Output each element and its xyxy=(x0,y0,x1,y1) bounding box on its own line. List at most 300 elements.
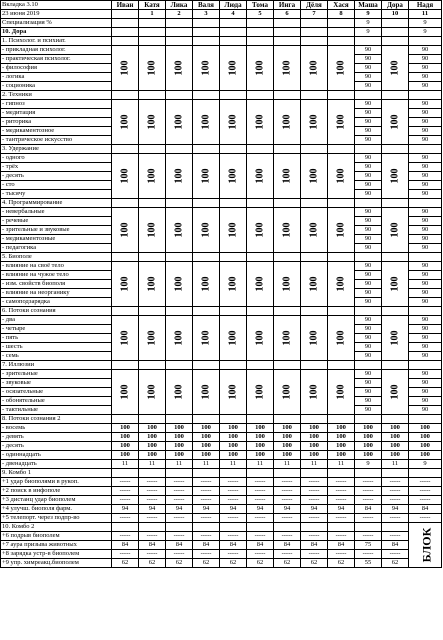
empty-cell xyxy=(409,307,442,316)
value-cell: ----- xyxy=(193,496,220,505)
value-100-cell xyxy=(301,208,328,253)
value-100: 100 xyxy=(254,60,265,76)
value-cell: 11 xyxy=(247,460,274,469)
section-title-row xyxy=(1,469,442,478)
skill-label: - гипноз xyxy=(1,100,112,109)
value-cell: ----- xyxy=(355,478,382,487)
skill-label: - обонятельные xyxy=(1,397,112,406)
value-cell: 62 xyxy=(247,559,274,568)
value-100-cell xyxy=(139,154,166,199)
empty-cell xyxy=(220,253,247,262)
value-cell: 90 xyxy=(355,46,382,55)
value-cell: 90 xyxy=(409,235,442,244)
value-cell: ----- xyxy=(382,550,409,559)
value-cell: 90 xyxy=(355,73,382,82)
value-cell: ----- xyxy=(301,496,328,505)
column-number: 7 xyxy=(301,10,328,19)
dora-cell xyxy=(328,28,355,37)
value-100-cell xyxy=(382,46,409,91)
value-100-cell xyxy=(166,208,193,253)
skill-row xyxy=(1,460,442,469)
value-100: 100 xyxy=(281,276,292,292)
value-100: 100 xyxy=(146,330,157,346)
empty-cell xyxy=(382,253,409,262)
value-cell: 90 xyxy=(409,316,442,325)
empty-cell xyxy=(274,253,301,262)
value-cell: ----- xyxy=(274,496,301,505)
column-number: 5 xyxy=(247,10,274,19)
value-cell: 94 xyxy=(220,505,247,514)
value-100-cell xyxy=(328,100,355,145)
empty-cell xyxy=(355,523,382,532)
value-cell: 100 xyxy=(409,433,442,442)
value-100: 100 xyxy=(281,114,292,130)
section-title: 7. Иллюзии xyxy=(1,361,112,370)
value-100: 100 xyxy=(200,114,211,130)
skill-label: - трёх xyxy=(1,163,112,172)
empty-cell xyxy=(193,307,220,316)
value-cell: 100 xyxy=(409,451,442,460)
skill-row xyxy=(1,442,442,451)
value-cell: 90 xyxy=(409,289,442,298)
combo-row xyxy=(1,532,442,541)
value-cell: 90 xyxy=(355,100,382,109)
skill-label: - одиннадцать xyxy=(1,451,112,460)
value-100-cell xyxy=(301,46,328,91)
value-100-cell xyxy=(247,370,274,415)
empty-cell xyxy=(220,37,247,46)
empty-cell xyxy=(328,469,355,478)
column-name: Хася xyxy=(328,1,355,10)
value-100-cell xyxy=(274,46,301,91)
value-cell: ----- xyxy=(112,532,139,541)
empty-cell xyxy=(166,145,193,154)
value-100-cell xyxy=(193,370,220,415)
empty-cell xyxy=(301,415,328,424)
value-100-cell xyxy=(382,154,409,199)
value-cell: ----- xyxy=(274,550,301,559)
empty-cell xyxy=(301,307,328,316)
value-100-cell xyxy=(301,316,328,361)
value-100: 100 xyxy=(389,276,400,292)
value-cell: 100 xyxy=(301,442,328,451)
value-cell: 75 xyxy=(355,541,382,550)
value-100-cell xyxy=(112,100,139,145)
value-100-cell xyxy=(382,208,409,253)
value-cell: 90 xyxy=(355,127,382,136)
value-100-cell xyxy=(247,262,274,307)
empty-cell xyxy=(409,37,442,46)
value-100: 100 xyxy=(119,276,130,292)
empty-cell xyxy=(166,361,193,370)
skill-row xyxy=(1,154,442,163)
empty-cell xyxy=(139,361,166,370)
combo-row xyxy=(1,559,442,568)
empty-cell xyxy=(166,253,193,262)
empty-cell xyxy=(139,199,166,208)
skill-label: - тактильные xyxy=(1,406,112,415)
spec-label: Специализация % xyxy=(1,19,112,28)
empty-cell xyxy=(274,145,301,154)
spec-cell xyxy=(220,19,247,28)
empty-cell xyxy=(247,469,274,478)
value-cell: ----- xyxy=(382,532,409,541)
value-cell: 84 xyxy=(328,541,355,550)
value-cell: 90 xyxy=(409,325,442,334)
value-cell: 90 xyxy=(409,280,442,289)
value-cell: ----- xyxy=(382,514,409,523)
value-cell: 94 xyxy=(139,505,166,514)
skill-label: - шесть xyxy=(1,343,112,352)
value-cell: 94 xyxy=(193,505,220,514)
skill-row xyxy=(1,424,442,433)
value-100: 100 xyxy=(146,276,157,292)
value-cell: 90 xyxy=(409,226,442,235)
spec-cell xyxy=(382,19,409,28)
value-cell: 94 xyxy=(301,505,328,514)
value-cell: ----- xyxy=(301,514,328,523)
value-cell: ----- xyxy=(328,532,355,541)
value-cell: 90 xyxy=(409,343,442,352)
value-100-cell xyxy=(328,262,355,307)
empty-cell xyxy=(139,415,166,424)
section-title: 3. Удержание xyxy=(1,145,112,154)
value-cell: 84 xyxy=(166,541,193,550)
value-cell: 90 xyxy=(355,235,382,244)
value-100-cell xyxy=(193,208,220,253)
empty-cell xyxy=(247,523,274,532)
value-100: 100 xyxy=(200,384,211,400)
combo-row xyxy=(1,478,442,487)
value-cell: ----- xyxy=(139,550,166,559)
empty-cell xyxy=(328,199,355,208)
empty-cell xyxy=(166,37,193,46)
value-cell: ----- xyxy=(166,550,193,559)
value-cell: ----- xyxy=(193,514,220,523)
value-cell: ----- xyxy=(112,550,139,559)
skill-label: - медитация xyxy=(1,109,112,118)
empty-cell xyxy=(220,307,247,316)
empty-cell xyxy=(328,91,355,100)
empty-cell xyxy=(112,307,139,316)
value-cell: ----- xyxy=(328,550,355,559)
value-cell: 11 xyxy=(328,460,355,469)
value-cell: 90 xyxy=(355,298,382,307)
empty-cell xyxy=(328,361,355,370)
section-title-row xyxy=(1,307,442,316)
empty-cell xyxy=(274,307,301,316)
empty-cell xyxy=(166,91,193,100)
value-cell: 94 xyxy=(166,505,193,514)
empty-cell xyxy=(247,253,274,262)
value-cell: ----- xyxy=(220,487,247,496)
empty-cell xyxy=(112,253,139,262)
skill-label: - сто xyxy=(1,181,112,190)
combo-row xyxy=(1,550,442,559)
skill-label: - влияние на своё тело xyxy=(1,262,112,271)
empty-cell xyxy=(166,199,193,208)
skill-label: - два xyxy=(1,316,112,325)
value-cell: 100 xyxy=(382,442,409,451)
empty-cell xyxy=(301,361,328,370)
value-cell: 100 xyxy=(382,424,409,433)
skill-row xyxy=(1,316,442,325)
value-cell: ----- xyxy=(220,532,247,541)
value-100-cell xyxy=(166,370,193,415)
skill-label: - прикладная психолог. xyxy=(1,46,112,55)
value-cell: 90 xyxy=(409,82,442,91)
value-100-cell xyxy=(220,46,247,91)
empty-cell xyxy=(247,361,274,370)
value-100: 100 xyxy=(335,168,346,184)
value-100-cell xyxy=(328,370,355,415)
value-cell: ----- xyxy=(355,532,382,541)
skill-label: - восемь xyxy=(1,424,112,433)
spec-cell xyxy=(112,19,139,28)
column-name: Катя xyxy=(139,1,166,10)
value-cell: 90 xyxy=(409,298,442,307)
value-cell: 100 xyxy=(382,433,409,442)
value-cell: 100 xyxy=(301,424,328,433)
skill-label: - зрительные и звуковые xyxy=(1,226,112,235)
value-100: 100 xyxy=(335,114,346,130)
empty-cell xyxy=(139,253,166,262)
skill-label: - речевые xyxy=(1,217,112,226)
empty-cell xyxy=(274,199,301,208)
value-cell: 11 xyxy=(139,460,166,469)
skill-label: - педагогика xyxy=(1,244,112,253)
value-100: 100 xyxy=(254,222,265,238)
value-cell: 90 xyxy=(409,370,442,379)
value-100: 100 xyxy=(389,384,400,400)
section-title-row xyxy=(1,253,442,262)
empty-cell xyxy=(382,415,409,424)
section-title: 2. Техники xyxy=(1,91,112,100)
empty-cell xyxy=(301,199,328,208)
value-cell: ----- xyxy=(247,550,274,559)
value-cell: 90 xyxy=(355,334,382,343)
value-cell: ----- xyxy=(193,478,220,487)
column-name: Люда xyxy=(220,1,247,10)
combo-label: +4 улучш. биополя фарм. xyxy=(1,505,112,514)
value-cell: 100 xyxy=(220,433,247,442)
section-title: 4. Программирование xyxy=(1,199,112,208)
value-100-cell xyxy=(274,262,301,307)
skill-label: - самоподзарядка xyxy=(1,298,112,307)
spec-cell xyxy=(301,19,328,28)
empty-cell xyxy=(382,469,409,478)
empty-cell xyxy=(247,307,274,316)
empty-cell xyxy=(139,91,166,100)
column-name: Тома xyxy=(247,1,274,10)
value-100: 100 xyxy=(389,330,400,346)
value-cell: ----- xyxy=(301,478,328,487)
column-number: 4 xyxy=(220,10,247,19)
value-100: 100 xyxy=(146,222,157,238)
empty-cell xyxy=(355,91,382,100)
value-100: 100 xyxy=(227,168,238,184)
value-cell: 90 xyxy=(409,181,442,190)
dora-cell xyxy=(193,28,220,37)
value-100-cell xyxy=(247,100,274,145)
section-title-row xyxy=(1,37,442,46)
column-name: Дора xyxy=(382,1,409,10)
empty-cell xyxy=(382,91,409,100)
value-100-cell xyxy=(301,370,328,415)
column-name: Инга xyxy=(274,1,301,10)
value-cell: 84 xyxy=(409,505,442,514)
value-cell: 90 xyxy=(355,118,382,127)
skill-label: - четыре xyxy=(1,325,112,334)
empty-cell xyxy=(328,145,355,154)
value-100-cell xyxy=(166,316,193,361)
section-title-row xyxy=(1,361,442,370)
value-100: 100 xyxy=(173,114,184,130)
empty-cell xyxy=(247,91,274,100)
value-cell: 90 xyxy=(409,154,442,163)
empty-cell xyxy=(139,523,166,532)
empty-cell xyxy=(139,469,166,478)
value-cell: ----- xyxy=(409,514,442,523)
value-cell: ----- xyxy=(139,496,166,505)
value-cell: 90 xyxy=(355,397,382,406)
section-title: 6. Потоки сознания xyxy=(1,307,112,316)
value-100-cell xyxy=(274,370,301,415)
value-cell: 90 xyxy=(355,262,382,271)
value-cell: 100 xyxy=(274,451,301,460)
value-100-cell xyxy=(382,100,409,145)
value-100: 100 xyxy=(389,114,400,130)
value-cell: ----- xyxy=(247,496,274,505)
empty-cell xyxy=(193,91,220,100)
value-cell: 100 xyxy=(220,451,247,460)
value-100-cell xyxy=(247,46,274,91)
value-cell: ----- xyxy=(193,550,220,559)
value-100: 100 xyxy=(119,384,130,400)
section-title: 9. Комбо 1 xyxy=(1,469,112,478)
value-cell: 100 xyxy=(274,433,301,442)
empty-cell xyxy=(220,469,247,478)
spec-cell xyxy=(328,19,355,28)
value-cell: 100 xyxy=(409,442,442,451)
value-100: 100 xyxy=(146,114,157,130)
value-cell: 90 xyxy=(409,379,442,388)
value-100-cell xyxy=(139,208,166,253)
empty-cell xyxy=(220,361,247,370)
skill-label: - звуковые xyxy=(1,379,112,388)
value-100: 100 xyxy=(308,168,319,184)
value-cell: 84 xyxy=(220,541,247,550)
value-cell: 90 xyxy=(409,388,442,397)
value-100: 100 xyxy=(281,168,292,184)
value-cell: 100 xyxy=(355,433,382,442)
tab-title: Вкладка 3.10 xyxy=(1,1,112,10)
value-cell: 100 xyxy=(220,424,247,433)
skill-label: - изм. свойств биополя xyxy=(1,280,112,289)
value-100-cell xyxy=(247,208,274,253)
value-100: 100 xyxy=(146,60,157,76)
value-cell: ----- xyxy=(166,514,193,523)
empty-cell xyxy=(409,469,442,478)
value-cell: 90 xyxy=(409,190,442,199)
value-cell: 90 xyxy=(355,388,382,397)
value-100-cell xyxy=(301,100,328,145)
value-cell: 55 xyxy=(355,559,382,568)
empty-cell xyxy=(220,415,247,424)
value-cell: 90 xyxy=(409,172,442,181)
value-cell: ----- xyxy=(301,487,328,496)
value-cell: 100 xyxy=(112,433,139,442)
value-cell: 90 xyxy=(409,109,442,118)
empty-cell xyxy=(193,253,220,262)
empty-cell xyxy=(382,145,409,154)
value-cell: 90 xyxy=(355,289,382,298)
empty-cell xyxy=(139,307,166,316)
value-100-cell xyxy=(301,262,328,307)
value-cell: ----- xyxy=(355,550,382,559)
value-100-cell xyxy=(139,316,166,361)
value-cell: 90 xyxy=(409,406,442,415)
value-cell: 90 xyxy=(355,217,382,226)
column-number: 2 xyxy=(166,10,193,19)
section-title: 5. Биополе xyxy=(1,253,112,262)
value-cell: 90 xyxy=(409,100,442,109)
value-100: 100 xyxy=(254,276,265,292)
value-cell: 100 xyxy=(328,424,355,433)
value-cell: 90 xyxy=(409,46,442,55)
value-100: 100 xyxy=(335,276,346,292)
empty-cell xyxy=(328,415,355,424)
empty-cell xyxy=(328,37,355,46)
value-cell: 84 xyxy=(193,541,220,550)
value-cell: 100 xyxy=(274,442,301,451)
value-cell: 90 xyxy=(409,163,442,172)
spec-cell xyxy=(193,19,220,28)
value-cell: ----- xyxy=(274,532,301,541)
value-cell: ----- xyxy=(328,514,355,523)
value-100: 100 xyxy=(335,330,346,346)
empty-cell xyxy=(112,145,139,154)
value-100: 100 xyxy=(119,114,130,130)
value-cell: ----- xyxy=(220,514,247,523)
dora-row xyxy=(1,28,442,37)
value-cell: 100 xyxy=(328,451,355,460)
value-cell: ----- xyxy=(328,487,355,496)
value-cell: 90 xyxy=(409,73,442,82)
value-cell: 90 xyxy=(355,280,382,289)
value-100-cell xyxy=(139,262,166,307)
combo-row xyxy=(1,496,442,505)
value-100-cell xyxy=(220,208,247,253)
value-100-cell xyxy=(166,100,193,145)
empty-cell xyxy=(409,199,442,208)
column-number: 6 xyxy=(274,10,301,19)
value-cell: 90 xyxy=(355,406,382,415)
column-number: 1 xyxy=(139,10,166,19)
value-cell: 62 xyxy=(274,559,301,568)
value-100: 100 xyxy=(389,168,400,184)
value-100: 100 xyxy=(119,330,130,346)
section-title: 10. Комбо 2 xyxy=(1,523,112,532)
empty-cell xyxy=(355,145,382,154)
empty-cell xyxy=(112,469,139,478)
value-100-cell xyxy=(382,316,409,361)
combo-label: +3 дистанц удар биополем xyxy=(1,496,112,505)
value-cell: 94 xyxy=(112,505,139,514)
skill-label: - тантрическое искусство xyxy=(1,136,112,145)
empty-cell xyxy=(355,199,382,208)
value-cell: 100 xyxy=(139,442,166,451)
